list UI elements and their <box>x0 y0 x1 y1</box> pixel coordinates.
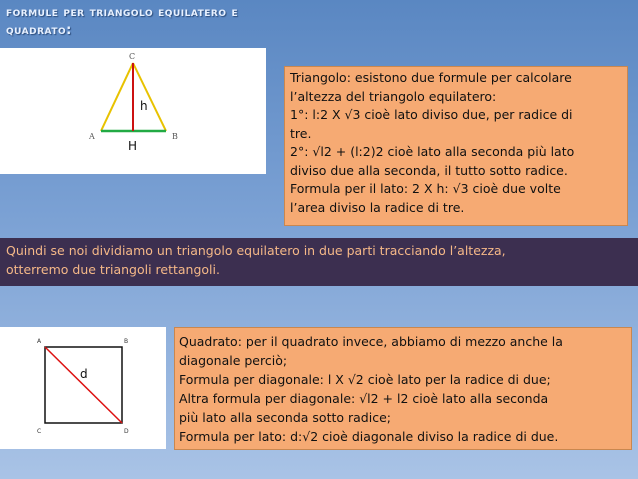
triangle-diagram <box>0 48 266 174</box>
vertex-a-label: A <box>89 132 95 141</box>
triangle-text-line: Triangolo: esistono due formule per calcolare <box>290 70 572 85</box>
page-title <box>6 4 426 40</box>
square-text-line: diagonale perciò; <box>179 353 288 368</box>
base-label: H <box>128 139 138 153</box>
square-diagram <box>0 327 166 449</box>
vertex-c-label: C <box>37 428 42 435</box>
vertex-b-label: B <box>124 338 129 345</box>
banner-line: otterremo due triangoli rettangoli. <box>6 262 220 277</box>
triangle-text-line: 1°: l:2 X √3 cioè lato diviso due, per radice di <box>290 107 573 122</box>
triangle-figure-panel <box>0 48 266 174</box>
vertex-d-label: D <box>124 428 129 435</box>
vertex-c-label: C <box>129 52 136 61</box>
vertex-b-label: B <box>172 132 178 141</box>
diagonal-label: d <box>80 367 88 381</box>
triangle-text-line: Formula per il lato: 2 X h: √3 cioè due volte <box>290 181 561 196</box>
triangle-text-line: tre. <box>290 125 312 141</box>
vertex-a-label: A <box>37 338 42 345</box>
triangle-side-bc <box>133 63 166 131</box>
triangle-text-line: diviso due alla seconda, il tutto sotto radice. <box>290 162 568 178</box>
triangle-text-line: 2°: √l2 + (l:2)2 cioè lato alla seconda più lato <box>290 144 575 159</box>
title-line-1: formule per triangolo equilatero e <box>6 5 239 20</box>
square-formulas-box <box>174 327 632 450</box>
square-text-line: Altra formula per diagonale: √l2 + l2 cioè lato alla seconda <box>179 391 549 406</box>
height-label: h <box>140 99 148 113</box>
banner-line: Quindi se noi dividiamo un triangolo equilatero in due parti tracciando l’altezza, <box>6 243 506 258</box>
square-figure-panel <box>0 327 166 449</box>
triangle-text-line: l’altezza del triangolo equilatero: <box>290 88 497 104</box>
triangle-formulas-box <box>284 66 628 226</box>
conclusion-banner <box>0 238 638 286</box>
square-text-line: più lato alla seconda sotto radice; <box>179 410 391 425</box>
square-text-line: Formula per diagonale: l X √2 cioè lato per la radice di due; <box>179 372 551 387</box>
title-line-2: quadrato: <box>6 23 72 38</box>
square-diagonal <box>45 347 122 423</box>
square-text-line: Quadrato: per il quadrato invece, abbiamo di mezzo anche la <box>179 334 563 349</box>
triangle-text-line: l’area diviso la radice di tre. <box>290 199 465 215</box>
triangle-side-ac <box>101 63 133 131</box>
square-text-line: Formula per lato: d:√2 cioè diagonale diviso la radice di due. <box>179 429 559 444</box>
